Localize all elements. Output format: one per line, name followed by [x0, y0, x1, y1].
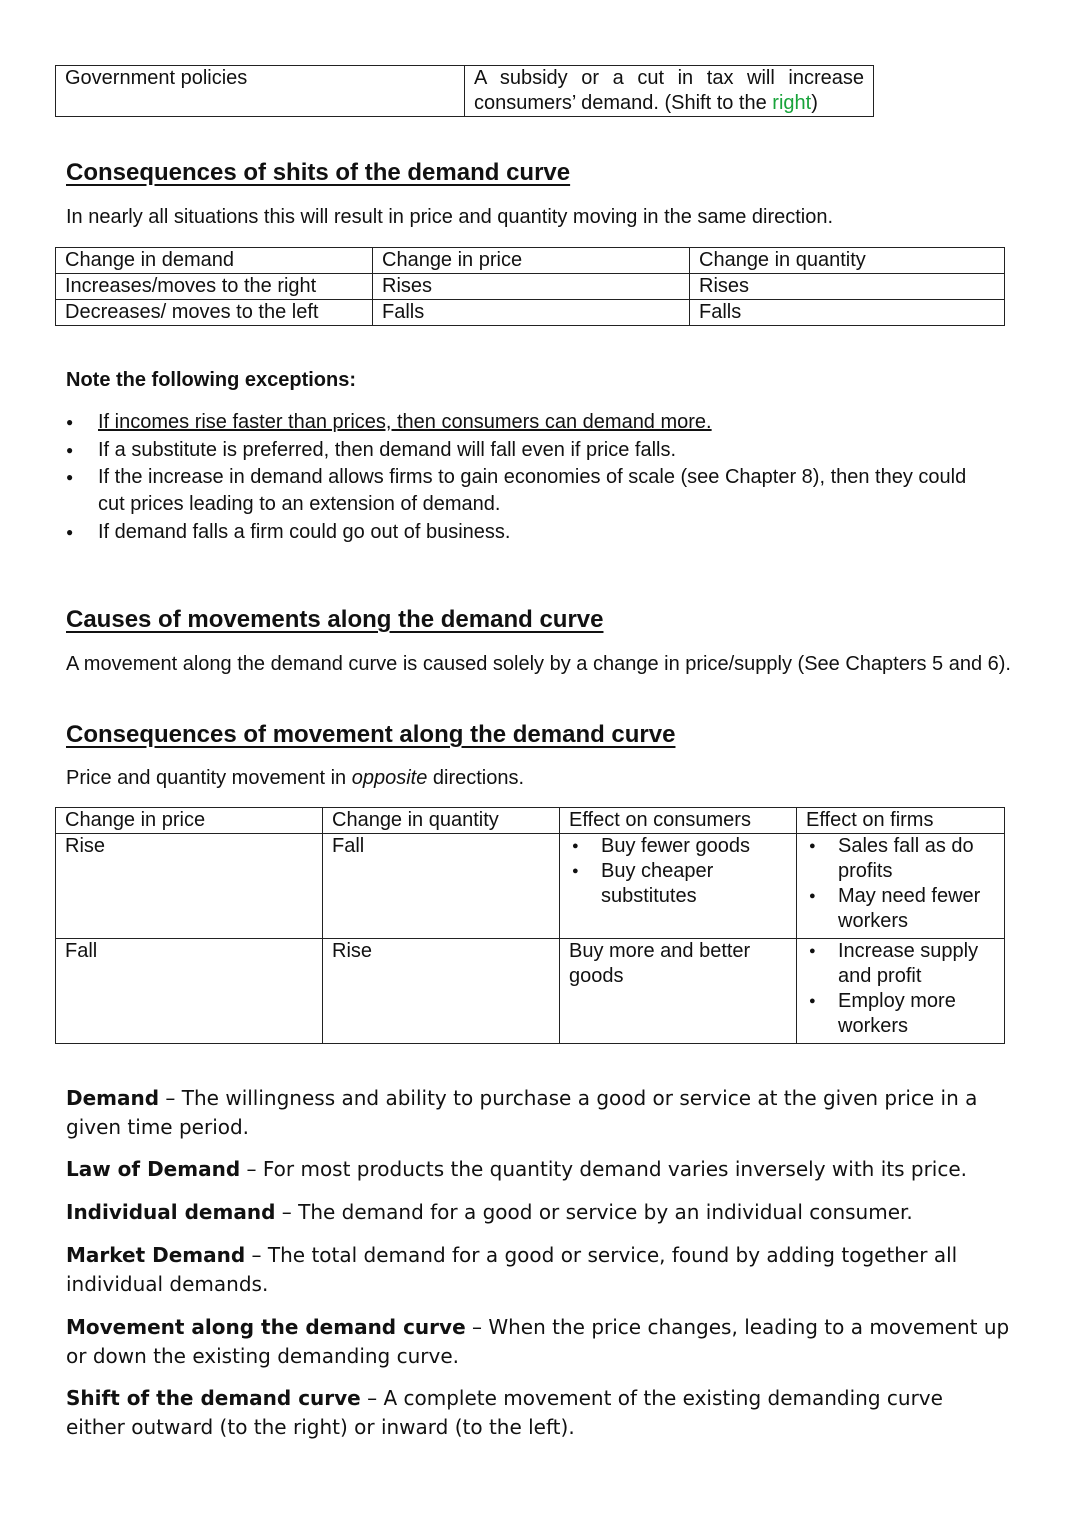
- definition-text: – When the price changes, leading to a movement up or down the existing demanding curve.: [66, 1315, 1010, 1368]
- list-item: [66, 464, 996, 518]
- table-cell: Falls: [373, 300, 690, 326]
- policy-label: Government policies: [56, 66, 465, 117]
- list-item: ● Increase supply and profit: [806, 939, 995, 989]
- header-cell: Change in price: [56, 808, 323, 834]
- consumer-effects-list: [569, 834, 787, 909]
- definition-individual-demand: [66, 1198, 1026, 1227]
- government-policies-table: [55, 65, 874, 117]
- table-cell: [797, 939, 1005, 1044]
- intro-emphasis: opposite: [351, 767, 428, 789]
- movement-cause-text: A movement along the demand curve is caused solely by a change in price/supply (See Chapters 5 and 6).: [66, 653, 1011, 675]
- table-header-row: [56, 248, 1005, 274]
- policy-effect: [465, 66, 874, 117]
- definition-text: – The total demand for a good or service, found by adding together all individual demands.: [66, 1243, 958, 1296]
- definition-term: Market Demand: [66, 1243, 246, 1267]
- list-item: ● Sales fall as do profits: [806, 834, 995, 884]
- table-cell: Fall: [323, 834, 560, 939]
- movement-intro: [66, 765, 524, 792]
- list-item: ● Buy cheaper substitutes: [569, 859, 787, 909]
- definition-law-of-demand: [66, 1155, 1026, 1184]
- table-row: [56, 939, 1005, 1044]
- header-cell: Effect on consumers: [560, 808, 797, 834]
- policy-effect-line2: [474, 91, 864, 116]
- table-cell: Decreases/ moves to the left: [56, 300, 373, 326]
- table-header-row: [56, 808, 1005, 834]
- policy-effect-text: consumers’ demand. (Shift to the: [474, 92, 773, 114]
- list-item: ● May need fewer workers: [806, 884, 995, 934]
- list-item: [66, 408, 996, 436]
- table-cell: [797, 834, 1005, 939]
- table-row: [56, 834, 1005, 939]
- definition-shift-of-curve: [66, 1384, 996, 1442]
- shift-consequences-table: [55, 247, 1005, 326]
- movement-consequences-table: [55, 807, 1005, 1044]
- policy-effect-line1: A subsidy or a cut in tax will increase: [474, 67, 864, 89]
- header-cell: Change in quantity: [323, 808, 560, 834]
- definition-term: Law of Demand: [66, 1157, 241, 1181]
- table-cell: Buy more and better goods: [560, 939, 797, 1044]
- exceptions-heading: Note the following exceptions:: [66, 369, 357, 391]
- firm-effects-list: [806, 939, 995, 1039]
- table-cell: Increases/moves to the right: [56, 274, 373, 300]
- heading-causes-of-movements: Causes of movements along the demand curve: [66, 606, 604, 633]
- definition-term: Demand: [66, 1086, 160, 1110]
- definition-term: Individual demand: [66, 1200, 276, 1224]
- table-cell: Rises: [690, 274, 1005, 300]
- definition-text: – For most products the quantity demand varies inversely with its price.: [240, 1157, 968, 1181]
- exception-text: If demand falls a firm could go out of business.: [98, 521, 511, 543]
- firm-effects-list: [806, 834, 995, 934]
- list-item: ● Buy fewer goods: [569, 834, 787, 859]
- exception-text: If the increase in demand allows firms to gain economies of scale (see Chapter 8), then they could cut prices leading to an extension of demand.: [98, 466, 967, 515]
- exceptions-list: [66, 408, 996, 546]
- table-cell: Fall: [56, 939, 323, 1044]
- table-cell: Falls: [690, 300, 1005, 326]
- table-cell: Rise: [323, 939, 560, 1044]
- table-row: [56, 300, 1005, 326]
- list-item: [66, 436, 996, 464]
- heading-consequences-of-movement: Consequences of movement along the demand curve: [66, 721, 676, 748]
- definition-term: Movement along the demand curve: [66, 1315, 466, 1339]
- table-cell: Rises: [373, 274, 690, 300]
- table-cell: [560, 834, 797, 939]
- list-item: [66, 518, 996, 546]
- definition-text: – The willingness and ability to purchase a good or service at the given price in a given time period.: [66, 1086, 978, 1139]
- exception-text: If a substitute is preferred, then demand will fall even if price falls.: [98, 439, 677, 461]
- intro-text-end: directions.: [427, 767, 525, 789]
- table-cell: Rise: [56, 834, 323, 939]
- intro-text: Price and quantity movement in: [66, 767, 352, 789]
- definitions: [66, 1084, 1026, 1442]
- definition-movement-along-curve: [66, 1313, 1026, 1371]
- definition-text: – A complete movement of the existing demanding curve either outward (to the right) or inward (to the left).: [66, 1386, 943, 1439]
- shift-intro: In nearly all situations this will result in price and quantity moving in the same direction.: [66, 206, 834, 228]
- definition-market-demand: [66, 1241, 966, 1299]
- heading-consequences-of-shifts: Consequences of shits of the demand curve: [66, 159, 571, 186]
- header-cell: Change in price: [373, 248, 690, 274]
- header-cell: Change in quantity: [690, 248, 1005, 274]
- policy-effect-close: ): [811, 92, 818, 114]
- definition-demand: [66, 1084, 1026, 1142]
- definition-term: Shift of the demand curve: [66, 1386, 361, 1410]
- list-item: ● Employ more workers: [806, 989, 995, 1039]
- header-cell: Effect on firms: [797, 808, 1005, 834]
- table-row: [56, 274, 1005, 300]
- right-highlight: right: [772, 92, 812, 114]
- definition-text: – The demand for a good or service by an individual consumer.: [275, 1200, 913, 1224]
- header-cell: Change in demand: [56, 248, 373, 274]
- exception-text: If incomes rise faster than prices, then consumers can demand more.: [98, 411, 712, 433]
